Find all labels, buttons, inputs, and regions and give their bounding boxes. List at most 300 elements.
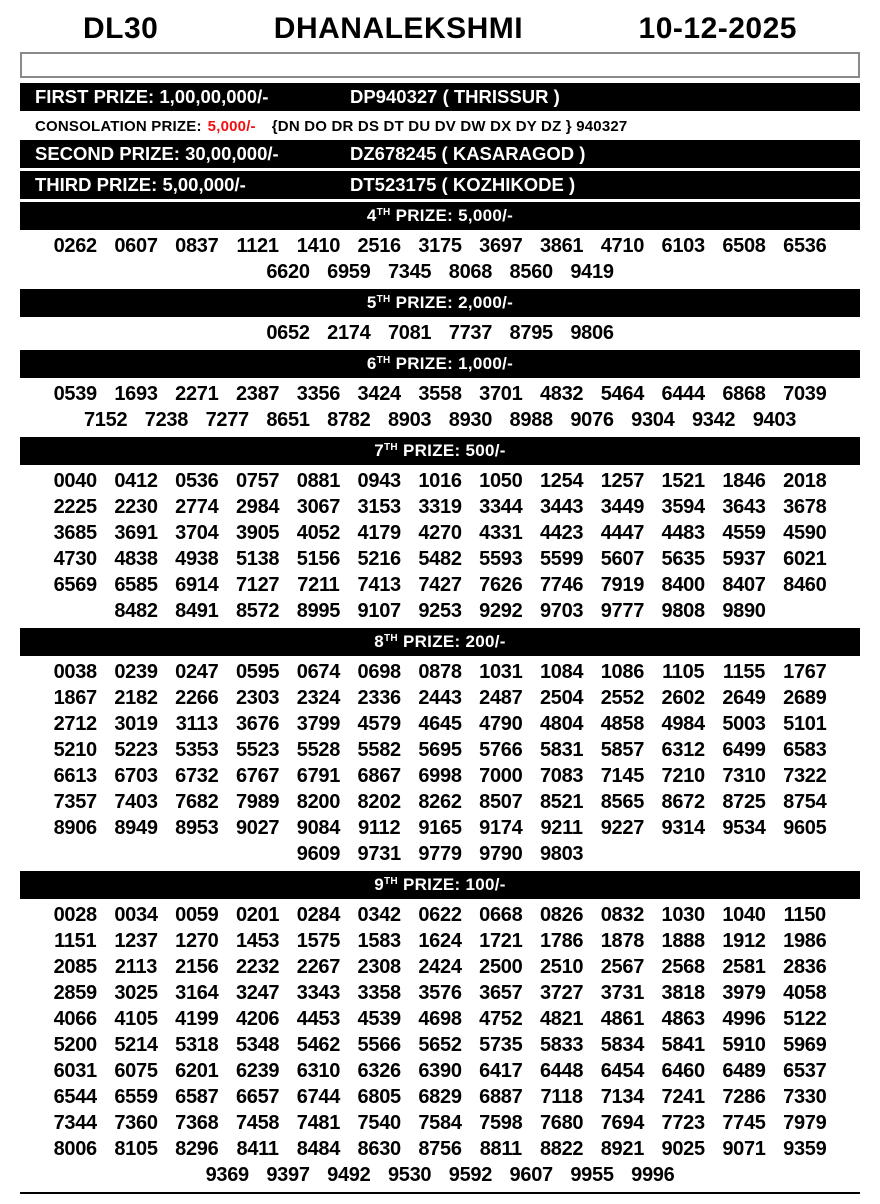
winning-number: 6868: [722, 383, 766, 405]
winning-number: 8484: [296, 1138, 341, 1160]
winning-number: 1693: [114, 383, 158, 405]
winning-number: 8795: [509, 322, 553, 344]
winning-number: 7286: [722, 1086, 766, 1108]
prize-section-title: 9TH PRIZE: 100/-: [374, 875, 506, 894]
winning-number: 0607: [114, 235, 158, 257]
winning-number: 7322: [783, 765, 827, 787]
winning-number: 1150: [783, 904, 826, 926]
winning-number: 6732: [175, 765, 219, 787]
blank-input-box[interactable]: [20, 52, 860, 78]
winning-number: 6587: [175, 1086, 219, 1108]
winning-number: 5834: [600, 1034, 645, 1056]
winning-number: 0536: [175, 470, 219, 492]
winning-number: 8296: [175, 1138, 219, 1160]
prize-section-title: 7TH PRIZE: 500/-: [374, 441, 506, 460]
winning-number: 9107: [357, 600, 401, 622]
winning-number: 6805: [357, 1086, 401, 1108]
winning-number: 3691: [114, 522, 158, 544]
winning-number: 7083: [539, 765, 584, 787]
winning-number: 5210: [53, 739, 97, 761]
winning-number: 4447: [600, 522, 645, 544]
winning-number: 7277: [205, 409, 249, 431]
winning-number: 2156: [175, 956, 219, 978]
winning-number: 6031: [53, 1060, 97, 1082]
prize-section-title: 5TH PRIZE: 2,000/-: [366, 293, 514, 312]
winning-number: 0668: [479, 904, 523, 926]
winning-number: 2018: [783, 470, 827, 492]
winning-number: 0038: [53, 661, 97, 683]
winning-number: 1846: [722, 470, 766, 492]
winning-number: 8202: [357, 791, 401, 813]
winning-number: 7746: [539, 574, 584, 596]
winning-number: 2336: [357, 687, 401, 709]
winning-number: 1521: [661, 470, 705, 492]
winning-number: 4483: [661, 522, 705, 544]
winning-number: 1030: [661, 904, 705, 926]
draw-date: 10-12-2025: [638, 12, 797, 45]
winning-number: 4863: [661, 1008, 705, 1030]
winning-number: 7723: [661, 1112, 705, 1134]
winning-number: 1912: [722, 930, 766, 952]
winning-number: 0878: [418, 661, 462, 683]
winning-number: 4698: [418, 1008, 462, 1030]
winning-number: 9790: [479, 843, 523, 865]
winning-number: 2424: [418, 956, 462, 978]
winning-number: 1410: [296, 235, 341, 257]
winning-number: 0284: [296, 904, 341, 926]
winning-number: 0247: [175, 661, 219, 683]
winning-number: 1888: [661, 930, 705, 952]
winning-number: 5831: [539, 739, 584, 761]
winning-number: 6460: [661, 1060, 705, 1082]
winning-number: 5652: [418, 1034, 462, 1056]
winning-number: 6544: [53, 1086, 97, 1108]
winning-number: 3067: [296, 496, 341, 518]
winning-number: 6959: [327, 261, 371, 283]
winning-number: 7584: [418, 1112, 462, 1134]
winning-number: 3175: [418, 235, 462, 257]
winning-number: 4645: [418, 713, 462, 735]
winning-number: 6390: [418, 1060, 462, 1082]
winning-number: 6508: [722, 235, 766, 257]
winning-number: 4790: [479, 713, 523, 735]
second-prize-winner: DZ678245 ( KASARAGOD ): [350, 143, 586, 164]
winning-number: 9419: [570, 261, 614, 283]
winning-number: 1040: [722, 904, 766, 926]
winning-number: 6021: [783, 548, 827, 570]
winning-number: 2182: [114, 687, 158, 709]
winning-number: 5462: [296, 1034, 341, 1056]
winning-number: 5735: [479, 1034, 523, 1056]
lottery-title: DHANALEKSHMI: [273, 12, 524, 45]
winning-number: 7000: [479, 765, 523, 787]
prize-section-title: 4TH PRIZE: 5,000/-: [366, 206, 514, 225]
winning-number: 1155: [722, 661, 766, 683]
winning-number: 6103: [661, 235, 705, 257]
winning-number: 9253: [418, 600, 462, 622]
winning-number: 4858: [600, 713, 645, 735]
winning-number: 2303: [235, 687, 280, 709]
winning-number: 3979: [722, 982, 766, 1004]
winning-number: 9806: [570, 322, 614, 344]
winning-number: 0201: [235, 904, 280, 926]
first-prize-bar: [20, 83, 860, 111]
winning-number: 6620: [266, 261, 310, 283]
winning-number: 2567: [600, 956, 645, 978]
prize-numbers-grid: [41, 319, 839, 347]
winning-number: 3113: [175, 713, 218, 735]
winning-number: 2984: [235, 496, 280, 518]
winning-number: 0652: [266, 322, 310, 344]
winning-number: 8811: [479, 1138, 522, 1160]
winning-number: 6499: [722, 739, 766, 761]
winning-number: 0028: [53, 904, 97, 926]
winning-number: 7680: [539, 1112, 584, 1134]
winning-number: 3594: [661, 496, 705, 518]
winning-number: 0262: [53, 235, 97, 257]
winning-number: 8460: [783, 574, 827, 596]
winning-number: 6583: [783, 739, 827, 761]
winning-number: 0698: [357, 661, 401, 683]
winning-number: 1031: [479, 661, 523, 683]
winning-number: 9084: [296, 817, 341, 839]
winning-number: 6417: [479, 1060, 523, 1082]
winning-number: 5214: [114, 1034, 158, 1056]
prize-section-header: [20, 350, 860, 378]
winning-number: 4206: [235, 1008, 280, 1030]
winning-number: 5841: [661, 1034, 705, 1056]
winning-number: 7145: [600, 765, 645, 787]
winning-number: 3697: [479, 235, 523, 257]
winning-number: 7682: [175, 791, 219, 813]
winning-number: 4832: [539, 383, 584, 405]
prize-section-header: [20, 871, 860, 899]
winning-number: 7210: [661, 765, 705, 787]
winning-number: 9174: [479, 817, 523, 839]
winning-number: 3905: [235, 522, 280, 544]
winning-number: 3344: [479, 496, 523, 518]
winning-number: 0622: [418, 904, 462, 926]
winning-number: 8921: [600, 1138, 645, 1160]
winning-number: 3727: [539, 982, 584, 1004]
winning-number: 7413: [357, 574, 401, 596]
winning-number: 4710: [600, 235, 645, 257]
winning-number: 9314: [661, 817, 705, 839]
winning-number: 6657: [235, 1086, 280, 1108]
winning-number: 5937: [722, 548, 766, 570]
winning-number: 8491: [175, 600, 219, 622]
winning-number: 3576: [418, 982, 462, 1004]
winning-number: 3701: [479, 383, 523, 405]
winning-number: 0837: [175, 235, 219, 257]
winning-number: 3164: [175, 982, 219, 1004]
winning-number: 8200: [296, 791, 341, 813]
prize-section-title: 8TH PRIZE: 200/-: [374, 632, 506, 651]
winning-number: 5348: [235, 1034, 280, 1056]
winning-number: 1086: [600, 661, 645, 683]
winning-number: 6448: [539, 1060, 584, 1082]
winning-number: 0034: [114, 904, 158, 926]
winning-number: 2085: [53, 956, 97, 978]
winning-number: 9890: [722, 600, 766, 622]
winning-number: 6310: [296, 1060, 341, 1082]
winning-number: 9803: [539, 843, 584, 865]
winning-number: 4590: [783, 522, 827, 544]
winning-number: 6444: [661, 383, 705, 405]
winning-number: 3558: [418, 383, 462, 405]
winning-number: 7694: [600, 1112, 645, 1134]
winning-number: 2443: [418, 687, 462, 709]
winning-number: 4996: [722, 1008, 766, 1030]
winning-number: 5593: [479, 548, 523, 570]
winning-number: 7310: [722, 765, 766, 787]
winning-number: 5528: [296, 739, 341, 761]
winning-number: 7989: [235, 791, 280, 813]
winning-number: 3319: [418, 496, 462, 518]
winning-number: 8822: [539, 1138, 584, 1160]
winning-number: 0832: [600, 904, 645, 926]
winning-number: 5101: [783, 713, 827, 735]
winning-number: 9777: [600, 600, 645, 622]
winning-number: 2387: [235, 383, 280, 405]
winning-number: 9112: [358, 817, 401, 839]
winning-number: 7427: [418, 574, 462, 596]
winning-number: 0342: [357, 904, 401, 926]
winning-number: 7403: [114, 791, 158, 813]
winning-number: 9076: [570, 409, 614, 431]
winning-number: 7241: [661, 1086, 705, 1108]
winning-number: 4984: [661, 713, 705, 735]
winning-number: 0040: [53, 470, 97, 492]
winning-number: 2689: [783, 687, 827, 709]
winning-number: 7081: [387, 322, 432, 344]
winning-number: 4270: [418, 522, 462, 544]
winning-number: 5857: [600, 739, 645, 761]
winning-number: 8630: [357, 1138, 401, 1160]
winning-number: 1084: [539, 661, 584, 683]
winning-number: 7238: [144, 409, 189, 431]
winning-number: 8725: [722, 791, 766, 813]
third-prize-bar: [20, 171, 860, 199]
first-prize-label: FIRST PRIZE: 1,00,00,000/-: [35, 86, 269, 107]
winning-number: 6744: [296, 1086, 341, 1108]
winning-number: 5482: [418, 548, 462, 570]
winning-number: 5523: [235, 739, 280, 761]
winning-number: 8560: [509, 261, 553, 283]
winning-number: 6559: [114, 1086, 158, 1108]
winning-number: 2774: [175, 496, 219, 518]
winning-number: 2174: [327, 322, 371, 344]
winning-number: 9955: [570, 1164, 614, 1186]
winning-number: 7360: [114, 1112, 158, 1134]
winning-number: 5969: [783, 1034, 827, 1056]
winning-number: 7979: [783, 1112, 827, 1134]
winning-number: 1624: [418, 930, 462, 952]
winning-number: 1105: [662, 661, 705, 683]
winning-number: 3424: [357, 383, 401, 405]
winning-number: 6239: [235, 1060, 280, 1082]
winning-number: 3678: [783, 496, 827, 518]
winning-number: 9403: [752, 409, 797, 431]
winning-number: 0674: [296, 661, 341, 683]
winning-number: 9304: [631, 409, 675, 431]
consolation-series: {DN DO DR DS DT DU DV DW DX DY DZ } 940327: [271, 118, 628, 135]
winning-number: 4052: [296, 522, 341, 544]
winning-number: 7039: [783, 383, 827, 405]
winning-number: 2859: [53, 982, 97, 1004]
third-prize-label: THIRD PRIZE: 5,00,000/-: [35, 174, 246, 195]
winning-number: 7919: [600, 574, 645, 596]
winning-number: 9492: [327, 1164, 371, 1186]
winning-number: 2271: [175, 383, 219, 405]
winning-number: 9397: [266, 1164, 310, 1186]
winning-number: 1767: [783, 661, 827, 683]
bottom-divider: [20, 1192, 860, 1194]
second-prize-bar: [20, 140, 860, 168]
winning-number: 7368: [175, 1112, 219, 1134]
winning-number: 7127: [235, 574, 280, 596]
prize-section-header: [20, 628, 860, 656]
winning-number: 0757: [235, 470, 280, 492]
winning-number: 4058: [783, 982, 827, 1004]
winning-number: 5200: [53, 1034, 97, 1056]
winning-number: 9530: [387, 1164, 432, 1186]
winning-number: 9025: [661, 1138, 705, 1160]
winning-number: 2581: [722, 956, 766, 978]
winning-number: 3343: [296, 982, 341, 1004]
winning-number: 6998: [418, 765, 462, 787]
winning-number: 6326: [357, 1060, 401, 1082]
winning-number: 1237: [114, 930, 158, 952]
winning-number: 5223: [114, 739, 158, 761]
winning-number: 4938: [175, 548, 219, 570]
winning-number: 0539: [53, 383, 97, 405]
winning-number: 6489: [722, 1060, 766, 1082]
winning-number: 9359: [783, 1138, 827, 1160]
winning-number: 6201: [175, 1060, 219, 1082]
winning-number: 8105: [114, 1138, 158, 1160]
winning-number: 9607: [509, 1164, 553, 1186]
winning-number: 4861: [600, 1008, 645, 1030]
winning-number: 7330: [783, 1086, 827, 1108]
winning-number: 9369: [205, 1164, 249, 1186]
winning-number: 8672: [661, 791, 705, 813]
winning-number: 4453: [296, 1008, 341, 1030]
winning-number: 7745: [722, 1112, 766, 1134]
winning-number: 4539: [357, 1008, 401, 1030]
winning-number: 1254: [539, 470, 584, 492]
winning-number: 9808: [661, 600, 705, 622]
winning-number: 7118: [540, 1086, 583, 1108]
winning-number: 6536: [783, 235, 827, 257]
consolation-amount: 5,000/-: [207, 118, 256, 135]
winning-number: 8906: [53, 817, 97, 839]
prize-section-header: [20, 289, 860, 317]
winning-number: 7540: [357, 1112, 401, 1134]
winning-number: 8953: [175, 817, 219, 839]
winning-number: 3443: [539, 496, 584, 518]
winning-number: 6914: [175, 574, 219, 596]
winning-number: 0826: [539, 904, 584, 926]
winning-number: 9027: [235, 817, 280, 839]
winning-number: 9292: [479, 600, 523, 622]
winning-number: 4821: [539, 1008, 584, 1030]
winning-number: 3685: [53, 522, 97, 544]
winning-number: 8651: [266, 409, 310, 431]
consolation-label: CONSOLATION PRIZE:: [35, 118, 202, 135]
winning-number: 7598: [479, 1112, 523, 1134]
winning-number: 6312: [661, 739, 705, 761]
winning-number: 4331: [479, 522, 523, 544]
winning-number: 1986: [783, 930, 827, 952]
winning-number: 9592: [448, 1164, 493, 1186]
winning-number: 7458: [235, 1112, 280, 1134]
winning-number: 9703: [539, 600, 584, 622]
winning-number: 2649: [722, 687, 766, 709]
winning-number: 5003: [722, 713, 766, 735]
winning-number: 6075: [114, 1060, 158, 1082]
winning-number: 8400: [661, 574, 705, 596]
winning-number: 1121: [236, 235, 279, 257]
winning-number: 5464: [600, 383, 645, 405]
first-prize-winner: DP940327 ( THRISSUR ): [350, 86, 560, 107]
winning-number: 4804: [539, 713, 584, 735]
winning-number: 5122: [783, 1008, 827, 1030]
winning-number: 5607: [600, 548, 645, 570]
winning-number: 4199: [175, 1008, 219, 1030]
winning-number: 3643: [722, 496, 766, 518]
winning-number: 6454: [600, 1060, 645, 1082]
winning-number: 8068: [448, 261, 493, 283]
lottery-code: DL30: [83, 12, 159, 45]
winning-number: 0059: [175, 904, 219, 926]
winning-number: 3449: [600, 496, 645, 518]
winning-number: 7152: [83, 409, 128, 431]
winning-number: 8903: [387, 409, 432, 431]
winning-number: 6585: [114, 574, 158, 596]
winning-number: 6867: [357, 765, 401, 787]
winning-number: 1583: [357, 930, 401, 952]
winning-number: 7345: [387, 261, 432, 283]
prize-section-header: [20, 202, 860, 230]
winning-number: 6887: [479, 1086, 523, 1108]
winning-number: 2267: [296, 956, 341, 978]
winning-number: 8756: [418, 1138, 462, 1160]
winning-number: 3861: [539, 235, 584, 257]
winning-number: 3799: [296, 713, 341, 735]
winning-number: 0595: [235, 661, 280, 683]
winning-number: 0881: [296, 470, 341, 492]
winning-number: 5695: [418, 739, 462, 761]
winning-number: 8507: [479, 791, 523, 813]
winning-number: 1016: [418, 470, 462, 492]
winning-number: 5635: [661, 548, 705, 570]
winning-number: 2324: [296, 687, 341, 709]
winning-number: 5216: [357, 548, 401, 570]
winning-number: 9605: [783, 817, 827, 839]
winning-number: 6537: [783, 1060, 827, 1082]
winning-number: 5599: [539, 548, 584, 570]
winning-number: 5566: [357, 1034, 401, 1056]
winning-number: 2510: [539, 956, 584, 978]
winning-number: 4752: [479, 1008, 523, 1030]
winning-number: 2225: [53, 496, 97, 518]
winning-number: 8988: [509, 409, 553, 431]
winning-number: 2500: [479, 956, 523, 978]
winning-number: 3818: [661, 982, 705, 1004]
winning-number: 4423: [539, 522, 584, 544]
winning-number: 2308: [357, 956, 401, 978]
